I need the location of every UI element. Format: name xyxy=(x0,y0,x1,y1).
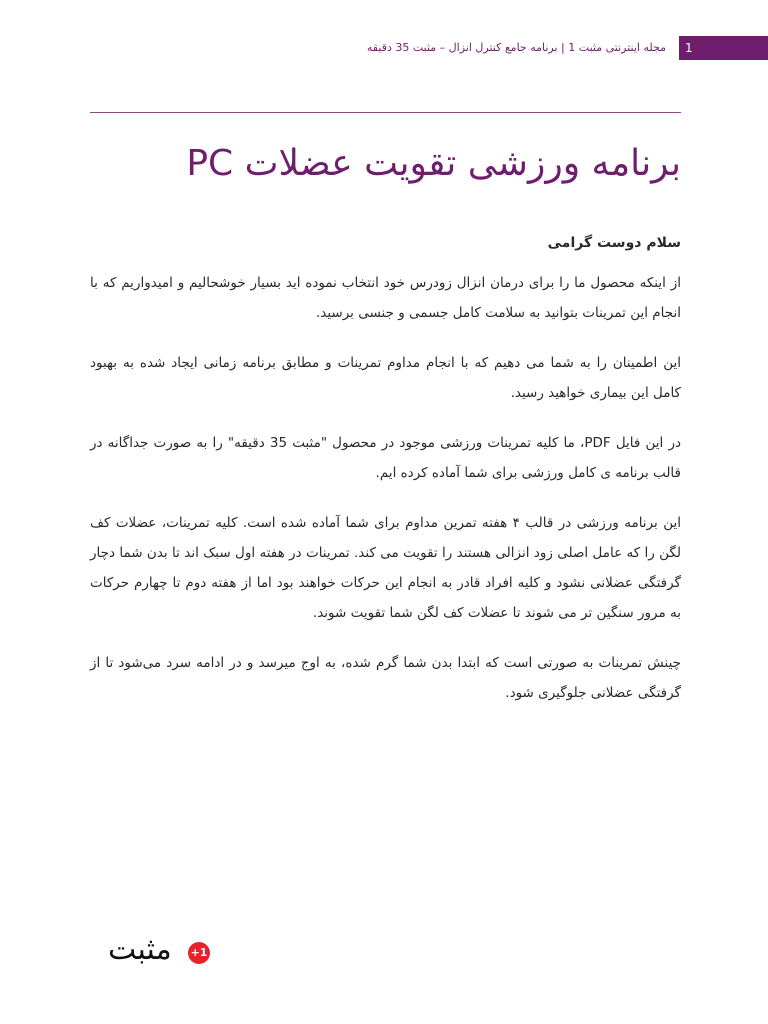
paragraph-pdf-info: در این فایل PDF، ما کلیه تمرینات ورزشی موجود در محصول "مثبت 35 دقیقه" را به صورت جداگانه در قالب برنامه ی کامل ورزشی برای شما آماده کرده ایم. xyxy=(90,435,681,481)
logo-wordmark: مثبت xyxy=(108,932,172,967)
paragraph-program: این برنامه ورزشی در قالب ۴ هفته تمرین مداوم برای شما آماده شده است. کلیه تمرینات، عضلات کف لگن را که عامل اصلی زود انزالی هستند را تقویت می کند. تمرینات در هفته اول سبک اند تا بدن شما دچار گرفتگی عضلانی نشود و کلیه افراد قادر به انجام این حرکات خواهند بود اما از هفته دوم تا چهارم حرکات به مرور سنگین تر می شوند تا عضلات کف لگن شما تقویت شوند. xyxy=(90,515,681,621)
brand-logo xyxy=(108,928,218,976)
page-number-tab xyxy=(679,36,768,60)
paragraph-sequence: چینش تمرینات به صورتی است که ابتدا بدن شما گرم شده، به اوج میرسد و در ادامه سرد می‌شود تا از گرفتگی عضلانی جلوگیری شود. xyxy=(90,655,681,701)
greeting: سلام دوست گرامی xyxy=(547,235,681,251)
document-title: برنامه ورزشی تقویت عضلات PC xyxy=(186,143,681,184)
running-header: مجله اینترنتی مثبت 1 | برنامه جامع کنترل انزال – مثبت 35 دقیقه xyxy=(366,41,666,54)
paragraph-assurance: این اطمینان را به شما می دهیم که با انجام مداوم تمرینات و مطابق برنامه زمانی ایجاد شده به بهبود کامل این بیماری خواهید رسید. xyxy=(90,355,681,401)
page-number: 1 xyxy=(685,41,693,55)
logo-plus-one-icon: +1 xyxy=(188,942,210,964)
paragraph-intro: از اینکه محصول ما را برای درمان انزال زودرس خود انتخاب نموده اید بسیار خوشحالیم و امیدواریم که با انجام این تمرینات بتوانید به سلامت کامل جسمی و جنسی برسید. xyxy=(90,275,681,321)
header-divider xyxy=(90,112,681,113)
document-body xyxy=(90,228,681,728)
